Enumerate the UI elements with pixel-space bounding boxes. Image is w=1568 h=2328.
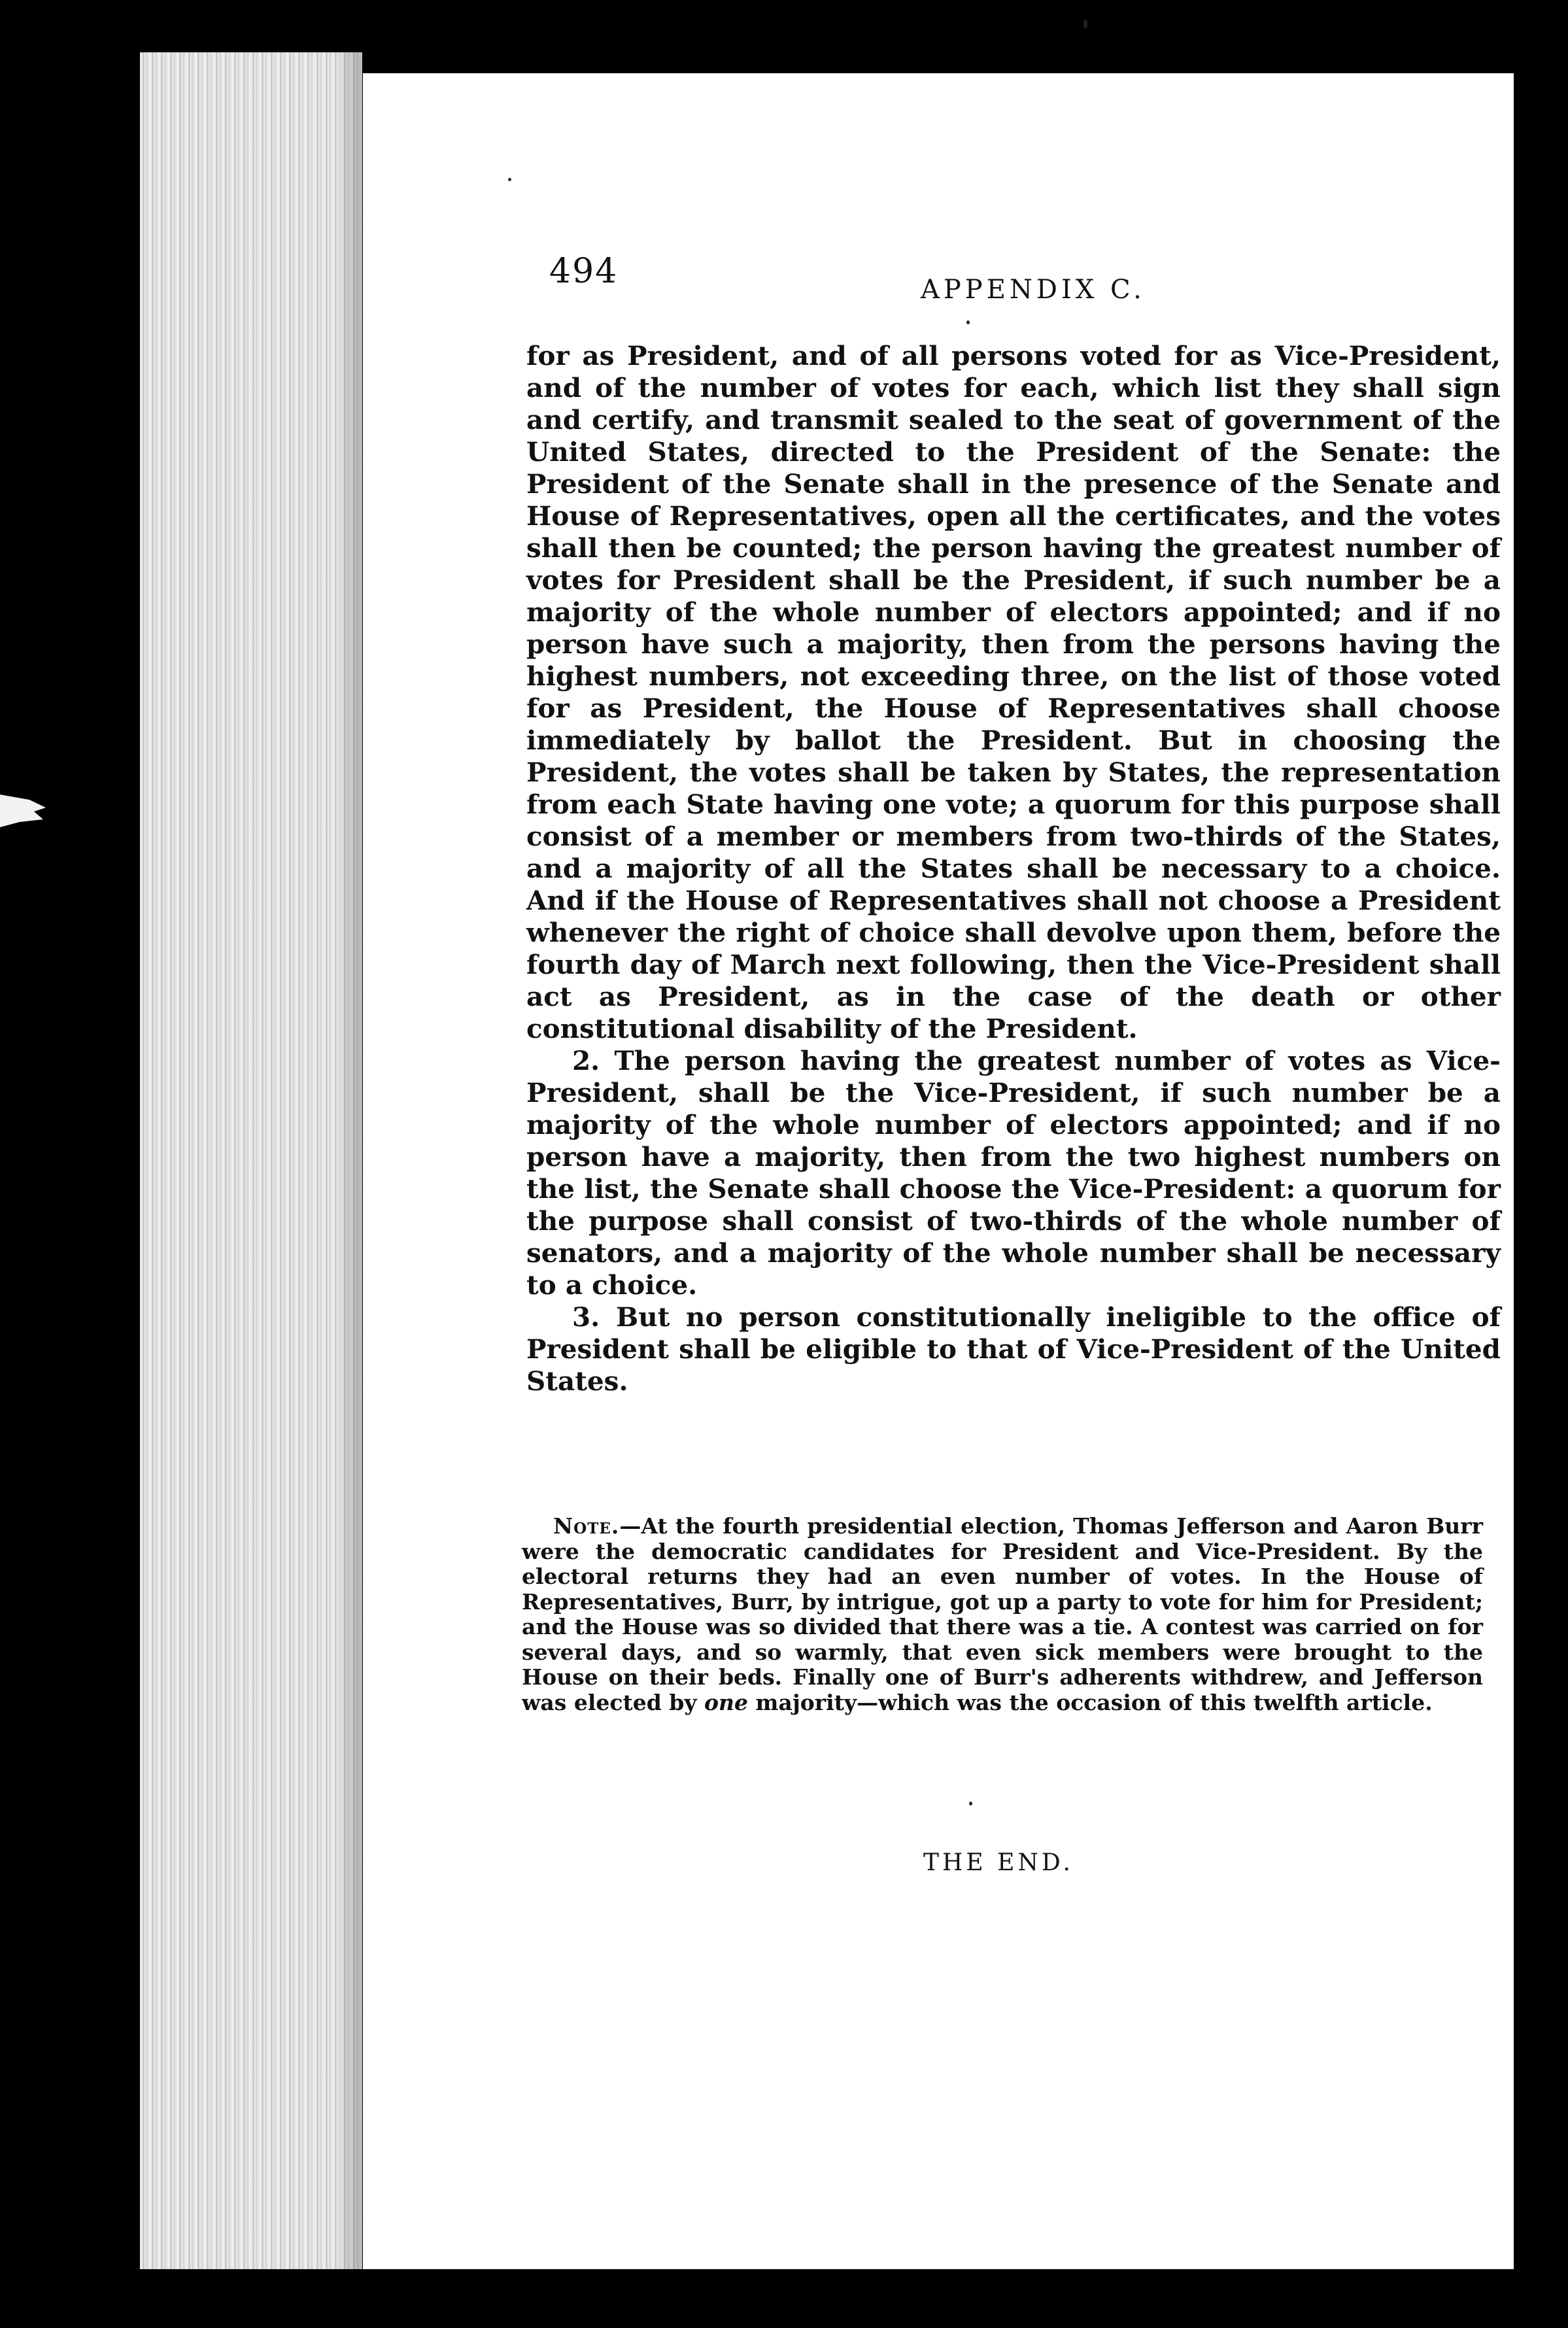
note-text: —At the fourth presidential election, Thomas Jefferson and Aaron Burr were the democratic candidates for President and Vice-President. By the electoral returns they had an even number of votes. In the House of Representatives, Burr, by intrigue, got up a party to vote for him for President; and the House was so divided that there was a tie. A contest was carried on for several days, and so warmly, that even sick members were brought to the House on their beds. Finally one of Burr's adherents withdrew, and Jefferson was elected by: [522, 1513, 1483, 1715]
dust-speck: [1083, 20, 1087, 29]
book-page-edges: [140, 52, 362, 2269]
paragraph-2: 2. The person having the greatest number of votes as Vice-President, shall be the Vice-President, if such number be a majority of the whole number of electors appointed; and if no person have a majority, then from the two highest numbers on the list, the Senate shall choose the Vice-President: a quorum for the purpose shall consist of two-thirds of the whole number of senators, and a majority of the whole number shall be necessary to a choice.: [526, 1045, 1501, 1301]
dust-speck: [969, 1802, 972, 1806]
running-head: APPENDIX C.: [921, 275, 1146, 305]
note-text-end: majority—which was the occasion of this twelfth article.: [748, 1689, 1433, 1715]
note-lead: Note.: [553, 1513, 620, 1539]
paragraph-1: for as President, and of all persons voted for as Vice-President, and of the number of votes for each, which list they shall sign and certify, and transmit sealed to the seat of government of the United States, directed to the President of the Senate: the President of the Senate shall in the presence of the Senate and House of Representatives, open all the certificates, and the votes shall then be counted; the person having the greatest number of votes for President shall be the President, if such number be a majority of the whole number of electors appointed; and if no person have such a majority, then from the persons having the highest numbers, not exceeding three, on the list of those voted for as President, the House of Representatives shall choose immediately by ballot the President. But in choosing the President, the votes shall be taken by States, the representation from each State having one vote; a quorum for this purpose shall consist of a member or members from two-thirds of the States, and a majority of all the States shall be necessary to a choice. And if the House of Representatives shall not choose a President whenever the right of choice shall devolve upon them, before the fourth day of March next following, then the Vice-President shall act as President, as in the case of the death or other constitutional disability of the President.: [526, 340, 1501, 1044]
dust-speck: [508, 178, 511, 181]
footnote: [522, 1514, 1483, 1715]
end-marker: THE END.: [923, 1849, 1074, 1876]
body-text: [526, 340, 1501, 1397]
note-emphasis: one: [704, 1689, 749, 1715]
gutter-shadow: [340, 52, 366, 2269]
page-number: 494: [549, 252, 619, 291]
paragraph-3: 3. But no person constitutionally ineligible to the office of President shall be eligible to that of Vice-President of the United States.: [526, 1301, 1501, 1397]
dust-speck: [966, 320, 970, 324]
page-tab-marker: [0, 788, 49, 834]
